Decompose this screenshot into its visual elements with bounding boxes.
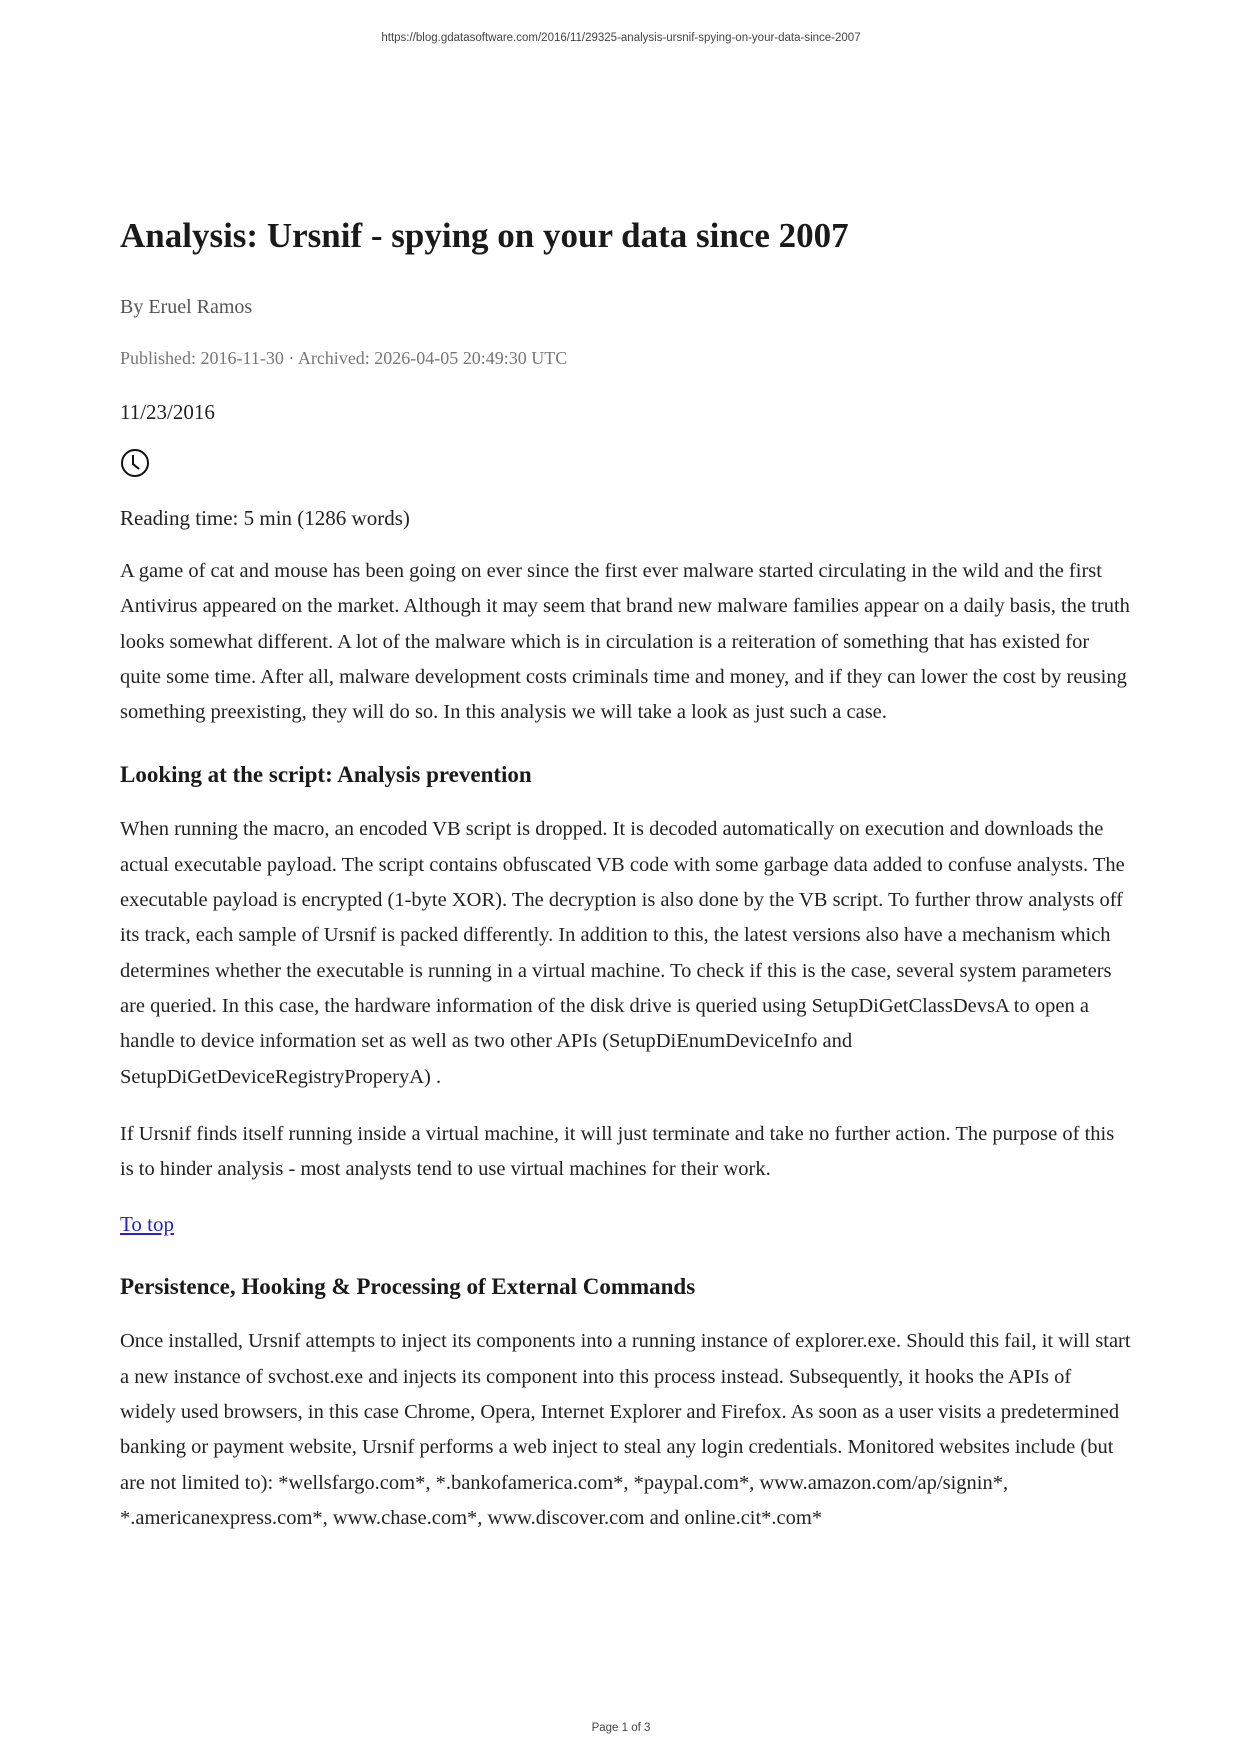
section-heading-analysis-prevention: Looking at the script: Analysis prevention: [120, 762, 532, 788]
to-top-link[interactable]: To top: [120, 1212, 174, 1237]
paragraph-intro: A game of cat and mouse has been going on ever since the first ever malware started circulating in the wild and the first Antivirus appeared on the market. Although it may seem that brand new malware families appear on a daily basis, the truth looks somewhat different. A lot of the malware which is in circulation is a reiteration of something that has existed for quite some time. After all, malware development costs criminals time and money, and if they can lower the cost by reusing something preexisting, they will do so. In this analysis we will take a look as just such a case.: [120, 560, 1130, 724]
article-date: 11/23/2016: [120, 400, 215, 424]
page-url: https://blog.gdatasoftware.com/2016/11/29325-analysis-ursnif-spying-on-your-data-since-2007: [381, 32, 861, 44]
clock-icon: [120, 448, 150, 478]
article: [120, 214, 1132, 1558]
author-byline: By Eruel Ramos: [120, 296, 253, 318]
paragraph-script: When running the macro, an encoded VB script is dropped. It is decoded automatically on execution and downloads the actual executable payload. The script contains obfuscated VB code with some garbage data added to confuse analysts. The executable payload is encrypted (1-byte XOR). The decryption is also done by the VB script. To further throw analysts off its track, each sample of Ursnif is packed differently. In addition to this, the latest versions also have a mechanism which determines whether the executable is running in a virtual machine. To check if this is the case, several system parameters are queried. In this case, the hardware information of the disk drive is queried using SetupDiGetClassDevsA to open a handle to device information set as well as two other APIs (SetupDiEnumDeviceInfo and SetupDiGetDeviceRegistryProperyA) .: [120, 818, 1125, 1088]
section-heading-persistence: Persistence, Hooking & Processing of External Commands: [120, 1274, 696, 1300]
paragraph-persistence: Once installed, Ursnif attempts to inject its components into a running instance of explorer.exe. Should this fail, it will start a new instance of svchost.exe and injects its component into this process instead. Subsequently, it hooks the APIs of widely used browsers, in this case Chrome, Opera, Internet Explorer and Firefox. As soon as a user visits a predetermined banking or payment website, Ursnif performs a web inject to steal any login credentials. Monitored websites include (but are not limited to): *wellsfargo.com*, *.bankofamerica.com*, *paypal.com*, www.amazon.com/ap/signin*, *.americanexpress.com*, www.chase.com*, www.discover.com and online.cit*.com*: [120, 1330, 1131, 1529]
reading-time: Reading time: 5 min (1286 words): [120, 506, 410, 530]
paragraph-vm: If Ursnif finds itself running inside a virtual machine, it will just terminate and take no further action. The purpose of this is to hinder analysis - most analysts tend to use virtual machines for their work.: [120, 1122, 1115, 1181]
publish-meta: Published: 2016-11-30 · Archived: 2026-04-05 20:49:30 UTC: [120, 348, 568, 368]
page-number: Page 1 of 3: [591, 1722, 651, 1734]
article-title: Analysis: Ursnif - spying on your data since 2007: [120, 216, 849, 255]
